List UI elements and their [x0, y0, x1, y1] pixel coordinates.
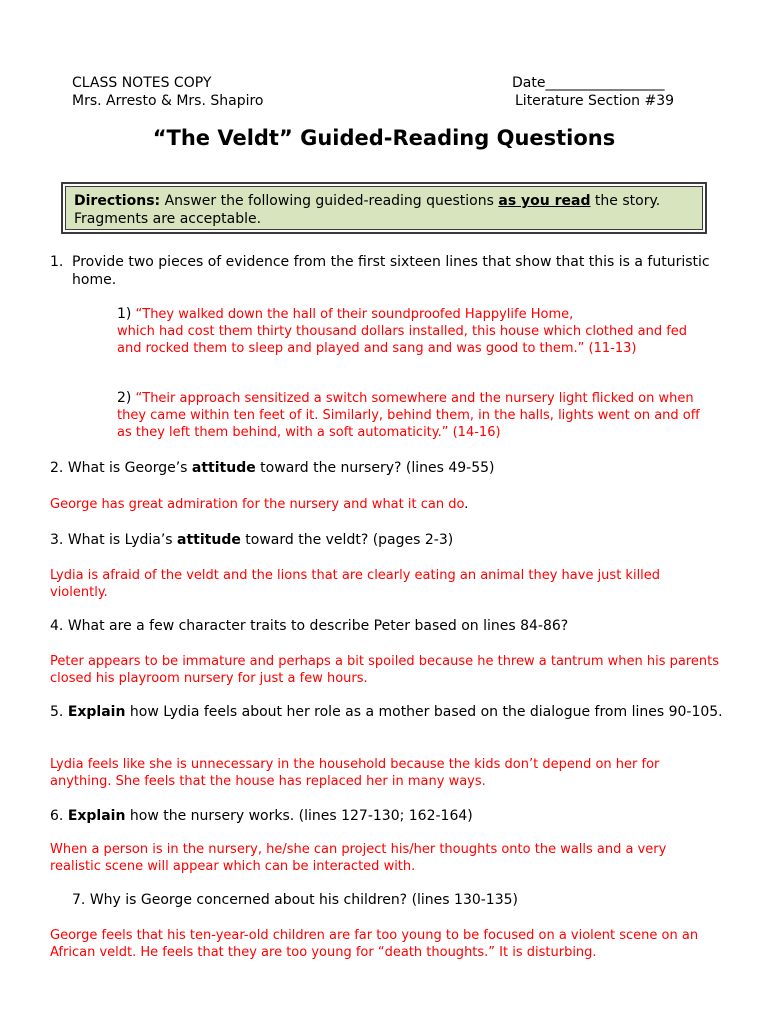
answer-5: Lydia feels like she is unnecessary in the household because the kids don’t depend on her for anything. She feels that the house has replaced her in many ways. — [50, 757, 660, 789]
evidence-1 — [117, 306, 707, 323]
question-7-number: 7. — [72, 892, 86, 908]
evidence-1-continuation: which had cost them thirty thousand dollars installed, this house which clothed and fed and rocked them to sleep and played and sang and was good to them.” (11-13) — [117, 324, 688, 356]
evidence-2-number: 2) — [117, 390, 132, 406]
question-4-number: 4. — [50, 618, 64, 634]
question-1-text: Provide two pieces of evidence from the first sixteen lines that show that this is a futuristic home. — [72, 254, 710, 288]
directions-emphasis: as you read — [498, 193, 591, 209]
question-3-number: 3. — [50, 532, 64, 548]
answer-7: George feels that his ten-year-old children are far too young to be focused on a violent scene on an African veldt. He feels that they are too young for “death thoughts.” It is disturbing. — [50, 928, 699, 960]
question-2-bold: attitude — [191, 460, 256, 476]
question-2-text: What is George’s — [67, 460, 192, 476]
answer-2 — [50, 496, 730, 513]
question-7-text: Why is George concerned about his children? (lines 130-135) — [89, 892, 518, 908]
question-6-text: how the nursery works. (lines 127-130; 162-164) — [125, 808, 473, 824]
directions-label: Directions: — [74, 193, 161, 209]
question-7 — [72, 891, 732, 909]
question-4 — [50, 617, 730, 635]
section-label: Literature Section #39 — [515, 93, 675, 109]
question-2-text-end: toward the nursery? (lines 49-55) — [255, 460, 495, 476]
directions-body: Answer the following guided-reading questions — [160, 193, 499, 209]
answer-2-text: George has great admiration for the nursery and what it can do — [50, 497, 465, 512]
directions-text — [65, 186, 703, 230]
question-6-bold: Explain — [67, 808, 126, 824]
question-3-bold: attitude — [177, 532, 241, 548]
evidence-1-number: 1) — [117, 306, 132, 322]
question-5-text: how Lydia feels about her role as a mother based on the dialogue from lines 90-105. — [125, 704, 723, 720]
question-5-number: 5. — [50, 704, 64, 720]
directions-box — [61, 182, 707, 234]
answer-3: Lydia is afraid of the veldt and the lions that are clearly eating an animal they have just killed violently. — [50, 568, 661, 600]
answer-6: When a person is in the nursery, he/she can project his/her thoughts onto the walls and a very realistic scene will appear which can be interacted with. — [50, 842, 667, 874]
question-2 — [50, 459, 730, 477]
question-3-text: What is Lydia’s — [67, 532, 178, 548]
question-3-text-end: toward the veldt? (pages 2-3) — [240, 532, 454, 548]
question-5 — [50, 703, 730, 721]
question-3 — [50, 531, 730, 549]
question-1-number: 1. — [50, 254, 64, 270]
question-6-number: 6. — [50, 808, 64, 824]
class-notes-label: CLASS NOTES COPY — [72, 75, 212, 91]
teachers-label: Mrs. Arresto & Mrs. Shapiro — [72, 93, 264, 109]
question-6 — [50, 807, 730, 825]
evidence-1-text: “They walked down the hall of their soundproofed Happylife Home, — [135, 307, 574, 322]
question-5-bold: Explain — [67, 704, 126, 720]
evidence-2-text: “Their approach sensitized a switch somewhere and the nursery light flicked on when they came within ten feet of it. Similarly, behind them, in the halls, lights went on and off as they left them behind, with a soft automaticity.” (14-16) — [117, 391, 700, 440]
date-field: Date_________________ — [512, 75, 665, 91]
answer-4: Peter appears to be immature and perhaps a bit spoiled because he threw a tantrum when his parents closed his playroom nursery for just a few hours. — [50, 654, 720, 686]
evidence-2 — [117, 390, 713, 441]
directions-body-end: the story. Fragments are acceptable. — [74, 193, 661, 227]
page-title: “The Veldt” Guided-Reading Questions — [152, 126, 616, 150]
answer-2-tail: . — [464, 497, 469, 512]
question-2-number: 2. — [50, 460, 64, 476]
question-4-text: What are a few character traits to describe Peter based on lines 84-86? — [67, 618, 569, 634]
